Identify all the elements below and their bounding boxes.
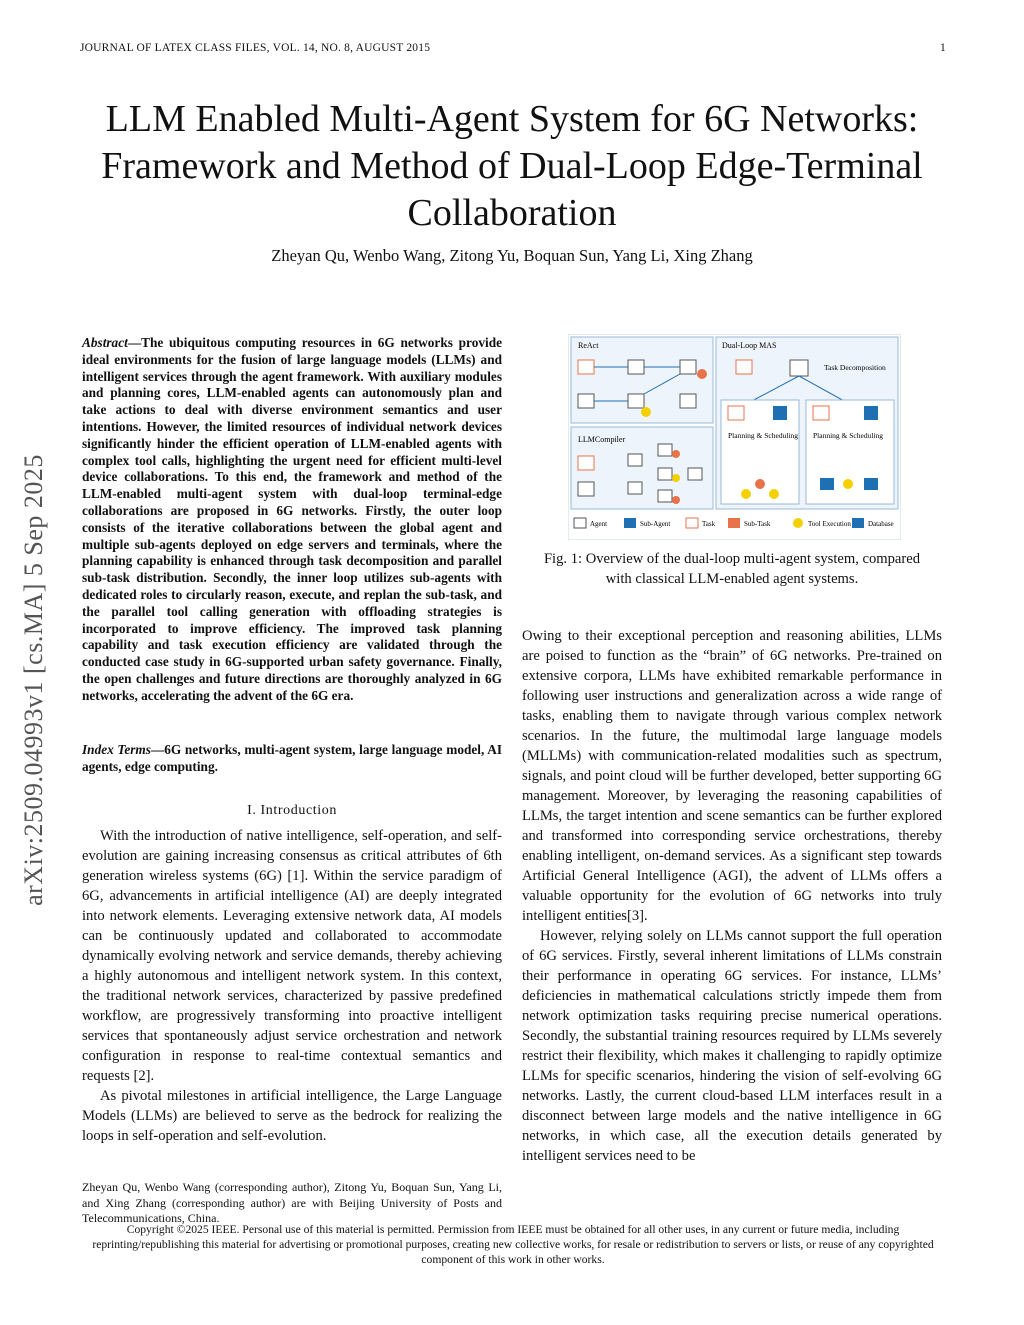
legend-agent-icon (574, 518, 586, 528)
figure-diagram (568, 334, 901, 540)
right-column-body (522, 626, 942, 1166)
database-icon (864, 478, 878, 490)
tool-dot (672, 474, 680, 482)
legend-item: Task (702, 520, 716, 528)
sub-agent-icon (773, 406, 787, 420)
agent-icon (680, 394, 696, 408)
task-icon (736, 360, 752, 374)
legend-tool-icon (793, 518, 803, 528)
paper-title: LLM Enabled Multi-Agent System for 6G Networks: Framework and Method of Dual-Loop Edge-Terminal Collaboration (101, 98, 923, 234)
llmcompiler-label: LLMCompiler (578, 435, 626, 444)
agent-icon (578, 482, 594, 496)
legend-sub-task-icon (728, 518, 740, 528)
tool-dot (843, 479, 853, 489)
tool-dot (641, 407, 651, 417)
agent-icon (578, 394, 594, 408)
agent-icon (628, 482, 642, 494)
journal-name: JOURNAL OF LATEX CLASS FILES, VOL. 14, NO. 8, AUGUST 2015 (80, 42, 431, 54)
task-icon (578, 456, 594, 470)
abstract (82, 335, 502, 705)
legend-item: Database (868, 520, 894, 528)
running-header (80, 42, 946, 60)
agent-icon (658, 490, 672, 502)
react-label: ReAct (578, 341, 599, 350)
sub-task-icon (813, 406, 829, 420)
tool-dot (769, 489, 779, 499)
figure-caption: Fig. 1: Overview of the dual-loop multi-agent system, compared with classical LLM-enabled agent systems. (543, 551, 921, 587)
legend-item: Sub-Task (744, 520, 771, 528)
planning-label: Planning & Scheduling (813, 431, 883, 440)
planning-label: Planning & Scheduling (728, 431, 798, 440)
index-terms (82, 742, 502, 776)
agent-icon (658, 468, 672, 480)
task-icon (578, 360, 594, 374)
agent-icon (628, 360, 644, 374)
task-dot (697, 369, 707, 379)
abstract-label: Abstract (82, 335, 128, 350)
left-column-body (82, 826, 502, 1146)
author-footnote: Zheyan Qu, Wenbo Wang (corresponding author), Zitong Yu, Boquan Sun, Yang Li, and Xing Zhang (corresponding author) are with Beijing University of Posts and Telecommunications, China. (82, 1180, 502, 1225)
legend-item: Sub-Agent (640, 520, 671, 528)
legend-sub-agent-icon (624, 518, 636, 528)
figure-1 (568, 334, 901, 540)
global-agent-icon (790, 360, 808, 376)
legend-item: Agent (590, 520, 608, 528)
copyright-notice: Copyright ©2025 IEEE. Personal use of this material is permitted. Permission from IEEE must be obtained for all other uses, in any current or future media, including reprinting/republishing this material for advertising or promotional purposes, creating new collective works, for resale or redistribution to servers or lists, or reuse of any copyrighted component of this work in other works. (92, 1223, 934, 1266)
section-heading: I. Introduction (247, 803, 337, 818)
legend-task-icon (686, 518, 698, 528)
agent-icon (688, 468, 702, 480)
sub-agent-icon (864, 406, 878, 420)
task-dot (672, 450, 680, 458)
index-terms-label: Index Terms (82, 742, 151, 757)
legend-database-icon (852, 518, 864, 528)
legend-item: Tool Execution (808, 520, 851, 528)
page-number: 1 (940, 42, 946, 54)
paragraph: Owing to their exceptional perception and reasoning abilities, LLMs are poised to function as the “brain” of 6G networks. Pre-trained on extensive corpora, LLMs have exhibited remarkable performance in following user instructions and generalization across a wide range of tasks, enabling them to navigate through various complex network scenarios. In the future, the multimodal large language models (MLLMs) with communication-related modalities such as spectrum, signals, and point cloud will be further developed, better supporting 6G management. Moreover, by leveraging the reasoning capabilities of LLMs, the target intention and scene semantics can be further explored and transformed into corresponding service orchestrations, thereby enabling intelligent, on-demand services. As a significant step towards Artificial General Intelligence (AGI), the advent of LLMs offers a valuable opportunity for the evolution of 6G networks into truly intelligent entities[3]. (522, 628, 942, 924)
paragraph: However, relying solely on LLMs cannot support the full operation of 6G services. Firstly, several inherent limitations of LLMs constrain their performance in operating 6G services. For instance, LLMs’ deficiencies in mathematical calculations strictly impede them from network optimization tasks requiring precise numerical operations. Secondly, the substantial training resources required by LLMs severely restrict their flexibility, which makes it challenging to rapidly optimize LLMs for specific scenarios, hindering the vision of self-evolving 6G networks. Lastly, the current cloud-based LLM interfaces result in a disconnect between large models and the native intelligence in 6G networks, in which case, all the execution details generated by intelligent services need to be (522, 928, 942, 1164)
paragraph: As pivotal milestones in artificial intelligence, the Large Language Models (LLMs) are believed to serve as the bedrock for realizing the loops in self-operation and self-evolution. (82, 1088, 502, 1144)
arxiv-stamp (6, 380, 62, 980)
database-icon (820, 478, 834, 490)
abstract-text: —The ubiquitous computing resources in 6G networks provide ideal environments for the fusion of large language models (LLMs) and intelligent services through the agent framework. With auxiliary modules and planning cores, LLM-enabled agents can autonomously plan and take actions to deal with diverse environment semantics and user intentions. However, the limited resources of individual network devices significantly hinder the efficient operation of LLM-enabled agents with complex tool calls, highlighting the urgent need for efficient multi-level device collaborations. To this end, the framework and method of the LLM-enabled multi-agent system with dual-loop terminal-edge collaborations are proposed in 6G networks. Firstly, the outer loop consists of the iterative collaborations between the global agent and multiple sub-agents deployed on edge servers and terminals, where the planning capability is enhanced through task decomposition and parallel sub-task distribution. Secondly, the inner loop utilizes sub-agents with dedicated roles to circularly reason, execute, and replan the sub-task, and the parallel tool calling generation with offloading strategies is incorporated to improve efficiency. The improved task planning capability and task execution efficiency are validated through the conducted case study in 6G-supported urban safety governance. Finally, the open challenges and future directions are thoroughly analyzed in 6G networks, accelerating the advent of the 6G era. (82, 335, 502, 703)
agent-icon (680, 360, 696, 374)
index-terms-text: —6G networks, multi-agent system, large language model, AI agents, edge computing. (82, 742, 502, 774)
tool-dot (741, 489, 751, 499)
task-dot (755, 479, 765, 489)
arxiv-stamp-text: arXiv:2509.04993v1 [cs.MA] 5 Sep 2025 (19, 454, 48, 906)
agent-icon (628, 454, 642, 466)
paragraph: With the introduction of native intelligence, self-operation, and self-evolution are gaining increasing consensus as critical attributes of 6th generation wireless systems (6G) [1]. Within the service paradigm of 6G, advancements in artificial intelligence (AI) are deeply integrated into network elements. Leveraging extensive network data, AI models can be continuously updated and collaborated to accommodate dynamically evolving network and service demands, thereby achieving a highly autonomous and intelligent network system. In this context, the traditional network services, characterized by passive predefined workflow, are progressively transforming into proactive intelligent services that spontaneously adjust service orchestration and network configuration in response to real-time contextual semantics and requests [2]. (82, 828, 502, 1084)
agent-icon (628, 394, 644, 408)
task-decomposition-label: Task Decomposition (824, 363, 886, 372)
dual-loop-label: Dual-Loop MAS (722, 341, 777, 350)
author-list: Zheyan Qu, Wenbo Wang, Zitong Yu, Boquan Sun, Yang Li, Xing Zhang (271, 246, 753, 265)
agent-icon (658, 444, 672, 456)
sub-task-icon (728, 406, 744, 420)
task-dot (672, 496, 680, 504)
